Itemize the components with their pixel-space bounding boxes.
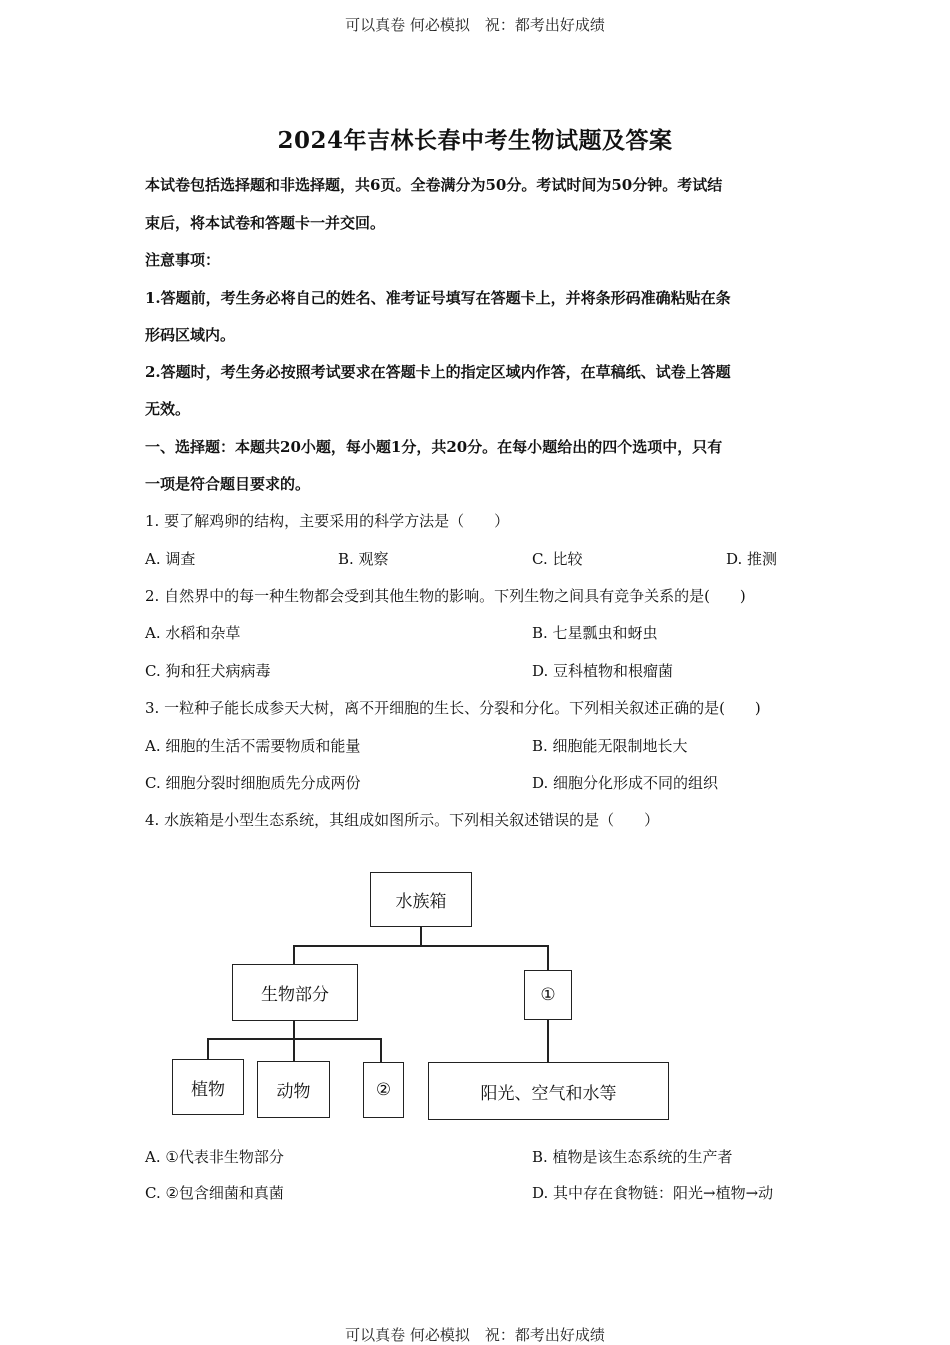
q3-option-d: D. 细胞分化形成不同的组织 — [532, 774, 719, 792]
connector-line — [293, 1020, 295, 1039]
intro-line: 本试卷包括选择题和非选择题，共6页。全卷满分为50分。考试时间为50分钟。考试结 — [145, 176, 723, 194]
section-heading: 一、选择题：本题共20小题，每小题1分，共20分。在每小题给出的四个选项中，只有 — [145, 438, 723, 456]
notice-item: 1.答题前，考生务必将自己的姓名、准考证号填写在答题卡上，并将条形码准确粘贴在条 — [145, 289, 731, 307]
q1-option-a: A. 调查 — [145, 550, 196, 568]
q2-option-d: D. 豆科植物和根瘤菌 — [532, 662, 674, 680]
question-3-stem: 3. 一粒种子能长成参天大树，离不开细胞的生长、分裂和分化。下列相关叙述正确的是( ) — [145, 699, 761, 717]
q4-option-b: B. 植物是该生态系统的生产者 — [532, 1148, 733, 1166]
diagram-node-abiotic: 阳光、空气和水等 — [428, 1062, 669, 1120]
q3-option-c: C. 细胞分裂时细胞质先分成两份 — [145, 774, 361, 792]
diagram-node-biotic: 生物部分 — [232, 964, 358, 1021]
q3-option-a: A. 细胞的生活不需要物质和能量 — [145, 737, 361, 755]
diagram-node-mark-1: ① — [524, 970, 572, 1020]
connector-line — [547, 1019, 549, 1063]
connector-line — [420, 926, 422, 946]
connector-line — [293, 1038, 295, 1062]
connector-line — [207, 1038, 209, 1060]
q1-option-d: D. 推测 — [726, 550, 778, 568]
q4-option-d: D. 其中存在食物链：阳光→植物→动 — [532, 1184, 774, 1202]
page-title: 2024年吉林长春中考生物试题及答案 — [277, 127, 673, 154]
connector-line — [293, 945, 549, 947]
question-1-stem: 1. 要了解鸡卵的结构，主要采用的科学方法是（ ） — [145, 512, 510, 530]
diagram-node-plant: 植物 — [172, 1059, 244, 1115]
notice-item: 2.答题时，考生务必按照考试要求在答题卡上的指定区域内作答，在草稿纸、试卷上答题 — [145, 363, 731, 381]
notice-item: 无效。 — [145, 400, 191, 418]
q2-option-c: C. 狗和狂犬病病毒 — [145, 662, 271, 680]
q2-option-b: B. 七星瓢虫和蚜虫 — [532, 624, 658, 642]
notice-heading: 注意事项： — [145, 251, 221, 269]
question-4-stem: 4. 水族箱是小型生态系统，其组成如图所示。下列相关叙述错误的是（ ） — [145, 811, 660, 829]
q4-option-c: C. ②包含细菌和真菌 — [145, 1184, 284, 1202]
notice-item: 形码区域内。 — [145, 326, 236, 344]
q1-option-b: B. 观察 — [338, 550, 389, 568]
q3-option-b: B. 细胞能无限制地长大 — [532, 737, 688, 755]
q2-option-a: A. 水稻和杂草 — [145, 624, 241, 642]
diagram-node-aquarium: 水族箱 — [370, 872, 472, 927]
intro-line: 束后，将本试卷和答题卡一并交回。 — [145, 214, 386, 232]
connector-line — [547, 945, 549, 971]
q4-option-a: A. ①代表非生物部分 — [145, 1148, 284, 1166]
question-2-stem: 2. 自然界中的每一种生物都会受到其他生物的影响。下列生物之间具有竞争关系的是( ) — [145, 587, 746, 605]
diagram-node-animal: 动物 — [257, 1061, 330, 1118]
section-heading: 一项是符合题目要求的。 — [145, 475, 311, 493]
connector-line — [293, 945, 295, 965]
connector-line — [380, 1038, 382, 1063]
diagram-node-mark-2: ② — [363, 1062, 404, 1118]
page-header: 可以真卷 何必模拟 祝：都考出好成绩 — [345, 16, 605, 34]
page-footer: 可以真卷 何必模拟 祝：都考出好成绩 — [345, 1326, 605, 1344]
q1-option-c: C. 比较 — [532, 550, 583, 568]
